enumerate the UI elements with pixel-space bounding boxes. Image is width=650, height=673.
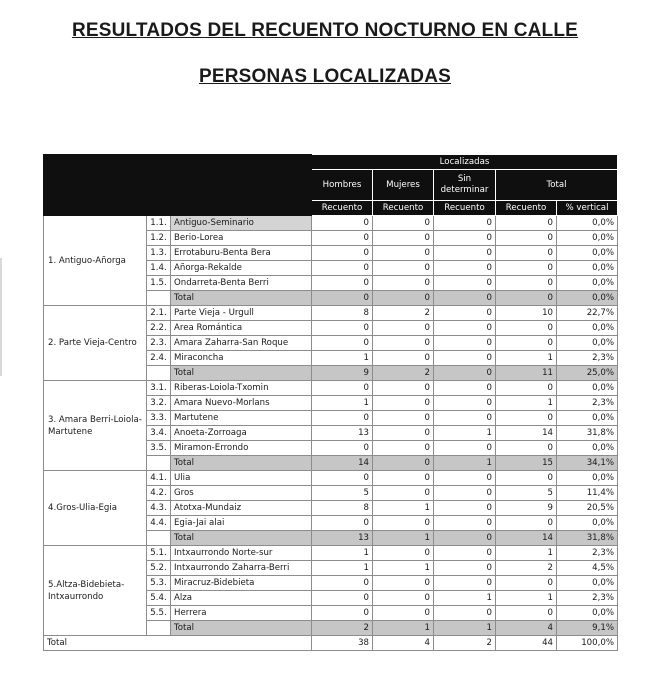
header-recuento-total: Recuento xyxy=(496,201,557,216)
cell-sin: 1 xyxy=(434,456,496,471)
header-total: Total xyxy=(496,170,618,201)
row-code: 2.4. xyxy=(147,351,171,366)
table-row xyxy=(44,546,618,561)
page-subtitle: PERSONAS LOCALIZADAS xyxy=(198,66,452,87)
cell-pct: 0,0% xyxy=(557,411,618,426)
cell-pct: 100,0% xyxy=(557,636,618,651)
cell-hombres: 1 xyxy=(312,351,373,366)
cell-sin: 0 xyxy=(434,606,496,621)
row-code: 2.1. xyxy=(147,306,171,321)
cell-mujeres: 2 xyxy=(373,306,434,321)
cell-hombres: 0 xyxy=(312,471,373,486)
cell-hombres: 14 xyxy=(312,456,373,471)
row-code: 3.1. xyxy=(147,381,171,396)
table-row xyxy=(44,381,618,396)
cell-hombres: 13 xyxy=(312,531,373,546)
cell-mujeres: 2 xyxy=(373,366,434,381)
cell-pct: 9,1% xyxy=(557,621,618,636)
cell-sin: 0 xyxy=(434,516,496,531)
header-recuento-sin: Recuento xyxy=(434,201,496,216)
cell-total: 0 xyxy=(496,276,557,291)
cell-hombres: 0 xyxy=(312,261,373,276)
row-code: 3.4. xyxy=(147,426,171,441)
cell-pct: 22,7% xyxy=(557,306,618,321)
zone-label: 3. Amara Berri-Loiola-Martutene xyxy=(44,381,147,471)
cell-total: 0 xyxy=(496,516,557,531)
cell-mujeres: 1 xyxy=(373,531,434,546)
row-barrio: Egia-Jai alai xyxy=(171,516,312,531)
cell-total: 10 xyxy=(496,306,557,321)
row-barrio: Miraconcha xyxy=(171,351,312,366)
row-code: 1.1. xyxy=(147,216,171,231)
cell-mujeres: 0 xyxy=(373,606,434,621)
zone-label: 5.Altza-Bidebieta-Intxaurrondo xyxy=(44,546,147,636)
row-code: 1.2. xyxy=(147,231,171,246)
table-row xyxy=(44,471,618,486)
cell-pct: 2,3% xyxy=(557,546,618,561)
page-title: RESULTADOS DEL RECUENTO NOCTURNO EN CALLE xyxy=(71,20,579,41)
total-label: Total xyxy=(171,621,312,636)
cell-hombres: 0 xyxy=(312,441,373,456)
total-label: Total xyxy=(171,531,312,546)
cell-mujeres: 1 xyxy=(373,561,434,576)
cell-hombres: 5 xyxy=(312,486,373,501)
row-code: 4.1. xyxy=(147,471,171,486)
cell-mujeres: 0 xyxy=(373,261,434,276)
cell-pct: 0,0% xyxy=(557,246,618,261)
table-row xyxy=(44,216,618,231)
cell-pct: 0,0% xyxy=(557,516,618,531)
cell-sin: 1 xyxy=(434,426,496,441)
row-code: 4.3. xyxy=(147,501,171,516)
row-code: 3.5. xyxy=(147,441,171,456)
row-barrio: Miramon-Errondo xyxy=(171,441,312,456)
cell-sin: 1 xyxy=(434,621,496,636)
header-recuento-mujeres: Recuento xyxy=(373,201,434,216)
row-code-empty xyxy=(147,621,171,636)
cell-mujeres: 0 xyxy=(373,246,434,261)
cell-total: 0 xyxy=(496,606,557,621)
cell-pct: 2,3% xyxy=(557,351,618,366)
cell-sin: 0 xyxy=(434,246,496,261)
zone-label: 1. Antiguo-Añorga xyxy=(44,216,147,306)
row-barrio: Berio-Lorea xyxy=(171,231,312,246)
cell-sin: 0 xyxy=(434,291,496,306)
total-label: Total xyxy=(171,366,312,381)
row-barrio: Intxaurrondo Norte-sur xyxy=(171,546,312,561)
row-code: 2.2. xyxy=(147,321,171,336)
cell-sin: 0 xyxy=(434,501,496,516)
row-code: 4.2. xyxy=(147,486,171,501)
row-code-empty xyxy=(147,366,171,381)
cell-mujeres: 0 xyxy=(373,471,434,486)
cell-sin: 0 xyxy=(434,351,496,366)
cell-sin: 0 xyxy=(434,561,496,576)
header-blank xyxy=(44,155,312,216)
cell-hombres: 8 xyxy=(312,306,373,321)
cell-pct: 0,0% xyxy=(557,261,618,276)
header-sin-determinar xyxy=(434,170,496,201)
cell-pct: 0,0% xyxy=(557,576,618,591)
cell-sin: 0 xyxy=(434,486,496,501)
cell-total: 0 xyxy=(496,291,557,306)
cell-total: 0 xyxy=(496,321,557,336)
row-barrio: Ondarreta-Benta Berri xyxy=(171,276,312,291)
cell-mujeres: 0 xyxy=(373,231,434,246)
row-barrio: Parte Vieja - Urgull xyxy=(171,306,312,321)
cell-sin: 0 xyxy=(434,546,496,561)
cell-sin: 0 xyxy=(434,261,496,276)
total-label: Total xyxy=(171,456,312,471)
cell-pct: 0,0% xyxy=(557,381,618,396)
results-table xyxy=(43,154,618,651)
cell-pct: 11,4% xyxy=(557,486,618,501)
cell-pct: 4,5% xyxy=(557,561,618,576)
cell-pct: 0,0% xyxy=(557,471,618,486)
row-code-empty xyxy=(147,291,171,306)
cell-total: 14 xyxy=(496,426,557,441)
cell-sin: 0 xyxy=(434,216,496,231)
cell-total: 14 xyxy=(496,531,557,546)
cell-sin: 0 xyxy=(434,441,496,456)
table-body xyxy=(44,216,618,651)
cell-mujeres: 0 xyxy=(373,216,434,231)
row-code: 5.1. xyxy=(147,546,171,561)
cell-total: 0 xyxy=(496,471,557,486)
row-code-empty xyxy=(147,456,171,471)
cell-mujeres: 0 xyxy=(373,396,434,411)
cell-hombres: 0 xyxy=(312,321,373,336)
cell-mujeres: 0 xyxy=(373,546,434,561)
cell-hombres: 0 xyxy=(312,216,373,231)
cell-mujeres: 0 xyxy=(373,411,434,426)
cell-hombres: 1 xyxy=(312,546,373,561)
cell-total: 0 xyxy=(496,576,557,591)
row-code: 1.5. xyxy=(147,276,171,291)
cell-mujeres: 4 xyxy=(373,636,434,651)
cell-mujeres: 0 xyxy=(373,441,434,456)
cell-sin: 0 xyxy=(434,336,496,351)
cell-total: 9 xyxy=(496,501,557,516)
cell-mujeres: 0 xyxy=(373,321,434,336)
row-barrio: Gros xyxy=(171,486,312,501)
row-code: 2.3. xyxy=(147,336,171,351)
cell-hombres: 0 xyxy=(312,276,373,291)
cell-pct: 31,8% xyxy=(557,531,618,546)
cell-hombres: 0 xyxy=(312,291,373,306)
cell-hombres: 0 xyxy=(312,576,373,591)
cell-pct: 0,0% xyxy=(557,216,618,231)
cell-hombres: 2 xyxy=(312,621,373,636)
header-hombres: Hombres xyxy=(312,170,373,201)
grand-total-label: Total xyxy=(44,636,312,651)
cell-total: 1 xyxy=(496,591,557,606)
cell-total: 5 xyxy=(496,486,557,501)
cell-hombres: 0 xyxy=(312,231,373,246)
row-code: 4.4. xyxy=(147,516,171,531)
cell-pct: 31,8% xyxy=(557,426,618,441)
total-label: Total xyxy=(171,291,312,306)
cell-total: 0 xyxy=(496,216,557,231)
cell-sin: 0 xyxy=(434,396,496,411)
row-barrio: Herrera xyxy=(171,606,312,621)
cell-pct: 2,3% xyxy=(557,396,618,411)
cell-hombres: 1 xyxy=(312,561,373,576)
cell-hombres: 0 xyxy=(312,606,373,621)
row-barrio: Alza xyxy=(171,591,312,606)
cell-hombres: 0 xyxy=(312,336,373,351)
cell-hombres: 0 xyxy=(312,246,373,261)
header-mujeres: Mujeres xyxy=(373,170,434,201)
row-code: 1.4. xyxy=(147,261,171,276)
cell-hombres: 0 xyxy=(312,591,373,606)
row-barrio: Ulia xyxy=(171,471,312,486)
cell-sin: 0 xyxy=(434,276,496,291)
cell-sin: 0 xyxy=(434,411,496,426)
cell-mujeres: 0 xyxy=(373,426,434,441)
cell-total: 11 xyxy=(496,366,557,381)
cell-mujeres: 1 xyxy=(373,501,434,516)
cell-pct: 25,0% xyxy=(557,366,618,381)
results-table-wrapper xyxy=(43,154,618,651)
row-barrio: Amara Nuevo-Morlans xyxy=(171,396,312,411)
cell-total: 0 xyxy=(496,381,557,396)
cell-mujeres: 0 xyxy=(373,381,434,396)
cell-sin: 1 xyxy=(434,591,496,606)
cell-pct: 0,0% xyxy=(557,276,618,291)
row-barrio: Amara Zaharra-San Roque xyxy=(171,336,312,351)
cell-mujeres: 0 xyxy=(373,456,434,471)
cell-mujeres: 0 xyxy=(373,576,434,591)
cell-mujeres: 0 xyxy=(373,291,434,306)
cell-total: 1 xyxy=(496,351,557,366)
cell-total: 0 xyxy=(496,261,557,276)
row-barrio: Atotxa-Mundaiz xyxy=(171,501,312,516)
cell-sin: 0 xyxy=(434,231,496,246)
cell-hombres: 1 xyxy=(312,396,373,411)
cell-hombres: 8 xyxy=(312,501,373,516)
cell-hombres: 38 xyxy=(312,636,373,651)
cell-pct: 0,0% xyxy=(557,336,618,351)
header-pct-vertical: % vertical xyxy=(557,201,618,216)
zone-label: 4.Gros-Ulia-Egia xyxy=(44,471,147,546)
row-code: 5.2. xyxy=(147,561,171,576)
cell-sin: 0 xyxy=(434,381,496,396)
cell-mujeres: 0 xyxy=(373,591,434,606)
cell-total: 1 xyxy=(496,396,557,411)
header-sin-line2: determinar xyxy=(440,185,489,195)
row-code: 1.3. xyxy=(147,246,171,261)
row-barrio: Miracruz-Bidebieta xyxy=(171,576,312,591)
cell-hombres: 0 xyxy=(312,381,373,396)
cell-pct: 0,0% xyxy=(557,321,618,336)
row-code-empty xyxy=(147,531,171,546)
row-barrio: Antiguo-Seminario xyxy=(171,216,312,231)
cell-sin: 0 xyxy=(434,321,496,336)
cell-sin: 0 xyxy=(434,306,496,321)
cell-mujeres: 0 xyxy=(373,486,434,501)
cell-sin: 0 xyxy=(434,366,496,381)
cell-pct: 0,0% xyxy=(557,291,618,306)
cell-pct: 0,0% xyxy=(557,606,618,621)
cell-total: 0 xyxy=(496,441,557,456)
cell-pct: 34,1% xyxy=(557,456,618,471)
row-code: 3.3. xyxy=(147,411,171,426)
cell-sin: 2 xyxy=(434,636,496,651)
cell-pct: 0,0% xyxy=(557,441,618,456)
cell-total: 0 xyxy=(496,246,557,261)
cell-sin: 0 xyxy=(434,531,496,546)
margin-marker xyxy=(0,258,2,376)
header-sin-line1: Sin xyxy=(457,174,472,184)
cell-total: 0 xyxy=(496,336,557,351)
cell-mujeres: 0 xyxy=(373,276,434,291)
row-barrio: Martutene xyxy=(171,411,312,426)
cell-total: 2 xyxy=(496,561,557,576)
cell-total: 0 xyxy=(496,231,557,246)
cell-pct: 20,5% xyxy=(557,501,618,516)
cell-mujeres: 1 xyxy=(373,621,434,636)
cell-hombres: 13 xyxy=(312,426,373,441)
zone-label: 2. Parte Vieja-Centro xyxy=(44,306,147,381)
row-barrio: Añorga-Rekalde xyxy=(171,261,312,276)
cell-hombres: 0 xyxy=(312,516,373,531)
row-code: 5.4. xyxy=(147,591,171,606)
cell-total: 1 xyxy=(496,546,557,561)
cell-mujeres: 0 xyxy=(373,336,434,351)
row-code: 3.2. xyxy=(147,396,171,411)
cell-total: 4 xyxy=(496,621,557,636)
row-barrio: Errotaburu-Benta Bera xyxy=(171,246,312,261)
cell-hombres: 0 xyxy=(312,411,373,426)
cell-sin: 0 xyxy=(434,471,496,486)
cell-sin: 0 xyxy=(434,576,496,591)
row-barrio: Riberas-Loiola-Txomin xyxy=(171,381,312,396)
cell-total: 0 xyxy=(496,411,557,426)
cell-mujeres: 0 xyxy=(373,351,434,366)
cell-total: 15 xyxy=(496,456,557,471)
cell-pct: 2,3% xyxy=(557,591,618,606)
cell-hombres: 9 xyxy=(312,366,373,381)
table-header xyxy=(44,155,618,216)
cell-pct: 0,0% xyxy=(557,231,618,246)
table-row xyxy=(44,306,618,321)
cell-total: 44 xyxy=(496,636,557,651)
row-barrio: Area Romántica xyxy=(171,321,312,336)
row-barrio: Anoeta-Zorroaga xyxy=(171,426,312,441)
header-localizadas: Localizadas xyxy=(312,155,618,170)
row-code: 5.3. xyxy=(147,576,171,591)
grand-total-row xyxy=(44,636,618,651)
cell-mujeres: 0 xyxy=(373,516,434,531)
header-recuento-hombres: Recuento xyxy=(312,201,373,216)
row-code: 5.5. xyxy=(147,606,171,621)
row-barrio: Intxaurrondo Zaharra-Berri xyxy=(171,561,312,576)
